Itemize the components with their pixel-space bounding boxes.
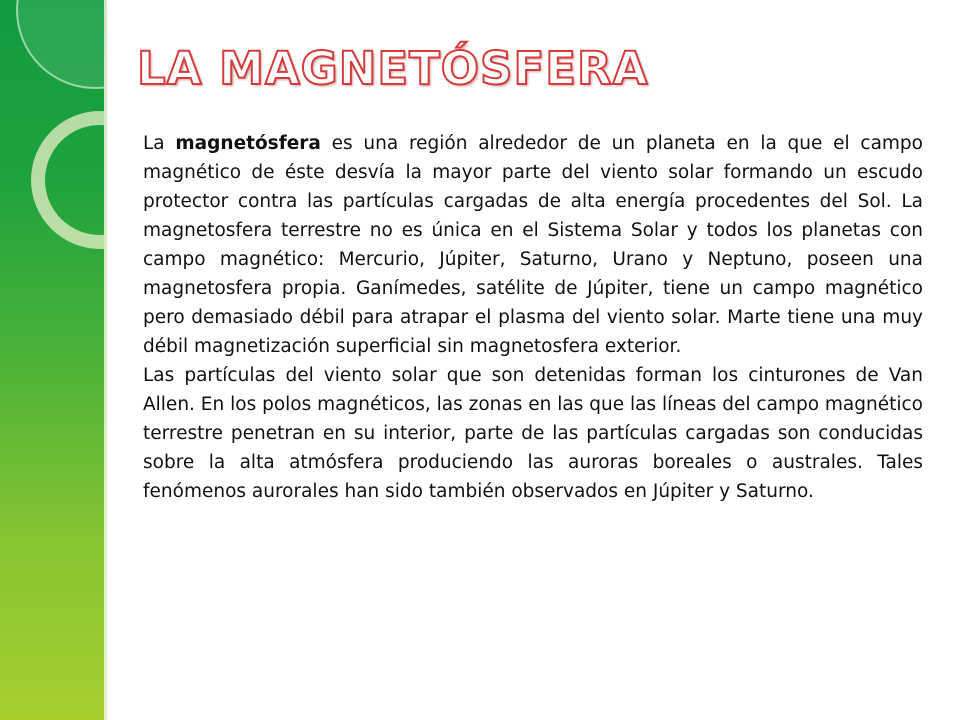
slide-title: LA MAGNETÓSFERA bbox=[137, 42, 649, 95]
highlighted-term: magnetósfera bbox=[175, 133, 321, 154]
slide-body bbox=[143, 129, 923, 506]
paragraph-van-allen: Las partículas del viento solar que son detenidas forman los cinturones de Van Allen. En los polos magnéticos, las zonas en las que las líneas del campo magnético terrestre penetran en su interior, parte de las partículas cargadas son conducidas sobre la alta atmósfera produciendo las auroras boreales o australes. Tales fenómenos aurorales han sido también observados en Júpiter y Saturno. bbox=[143, 365, 923, 502]
sidebar-circles-decoration bbox=[0, 0, 106, 720]
paragraph-intro: La bbox=[143, 133, 165, 154]
top-ring-decoration bbox=[17, 0, 106, 88]
sidebar-divider bbox=[104, 0, 107, 720]
decorative-sidebar bbox=[0, 0, 106, 720]
paragraph-magnetosphere-definition bbox=[143, 129, 923, 361]
paragraph-text: es una región alrededor de un planeta en la que el campo magnético de éste desvía la mayor parte del viento solar formando un escudo protector contra las partículas cargadas de alta energía procedentes del Sol. La magnetosfera terrestre no es única en el Sistema Solar y todos los planetas con campo magnético: Mercurio, Júpiter, Saturno, Urano y Neptuno, poseen una magnetosfera propia. Ganímedes, satélite de Júpiter, tiene un campo magnético pero demasiado débil para atrapar el plasma del viento solar. Marte tiene una muy débil magnetización superficial sin magnetosfera exterior. bbox=[143, 133, 923, 357]
middle-ring-decoration bbox=[38, 118, 106, 242]
